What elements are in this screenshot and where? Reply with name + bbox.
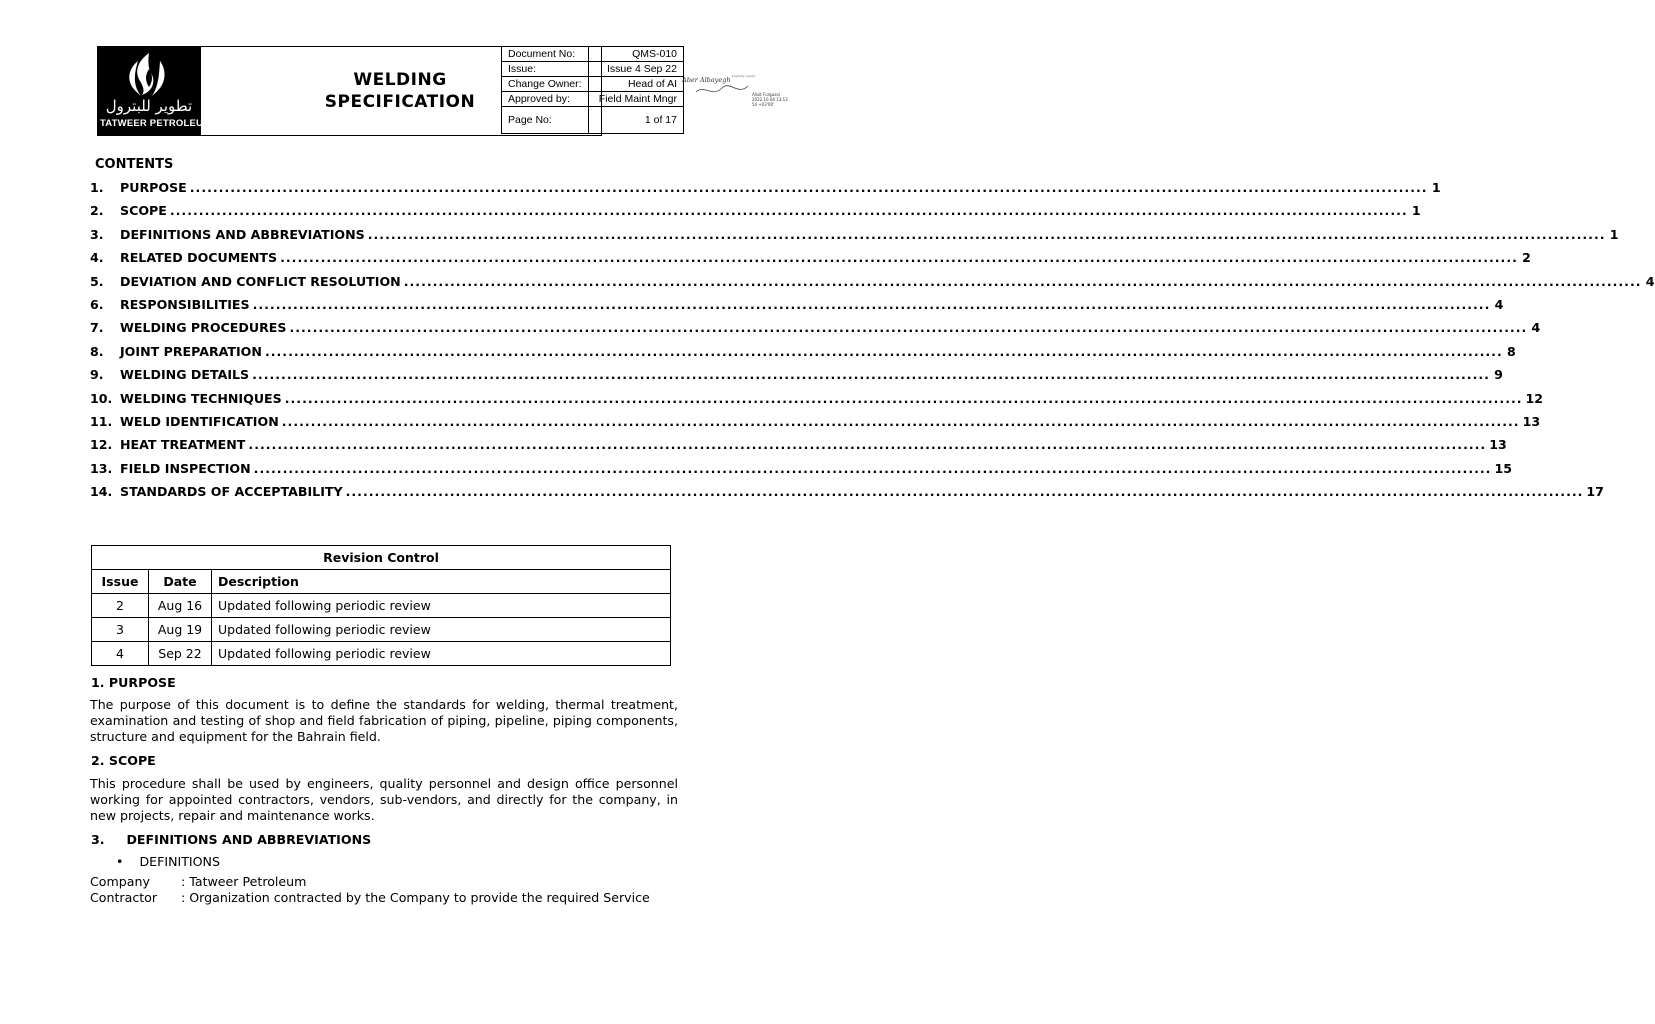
table-row [92,594,671,618]
toc-item[interactable] [90,273,1655,297]
toc-leader [262,344,1506,359]
document-meta-table [501,46,684,134]
toc-title: FIELD INSPECTION [120,460,251,476]
definition-term: Contractor [90,890,158,905]
toc-number: 3. [90,226,104,242]
toc-leader [277,250,1521,265]
toc-number: 4. [90,250,104,266]
toc-item[interactable] [90,343,1516,367]
toc-leader [167,203,1411,218]
toc-item[interactable] [90,484,1604,507]
meta-value: Field Maint Mngr [589,92,684,107]
revision-date: Aug 16 [149,594,212,618]
toc-leader [365,227,1609,242]
toc-number: 14. [90,484,113,500]
section-heading-definitions: 3. DEFINITIONS AND ABBREVIATIONS [91,832,372,847]
toc-title: HEAT TREATMENT [120,437,246,453]
section-heading-purpose: 1. PURPOSE [91,675,176,690]
revision-issue: 2 [92,594,149,618]
toc-item[interactable] [90,226,1619,250]
meta-row [502,92,684,107]
meta-label: Issue: [502,62,589,77]
meta-value: 1 of 17 [589,107,684,134]
toc-leader [279,414,1523,429]
toc-leader [282,391,1526,406]
meta-row [502,77,684,92]
contents-title: CONTENTS [95,157,174,172]
meta-value: QMS-010 [589,47,684,62]
meta-row [502,47,684,62]
toc-title: RELATED DOCUMENTS [120,250,278,266]
logo-arabic-text: تطوير للبترول [105,97,193,115]
toc-leader [251,461,1495,476]
svg-text:54 +03'00': 54 +03'00' [752,102,775,107]
meta-row [502,62,684,77]
toc-item[interactable] [90,437,1507,460]
revision-issue: 3 [92,618,149,642]
toc-page-number: 15 [1494,460,1512,476]
svg-text:2022.10.04 13:13: 2022.10.04 13:13 [752,97,788,102]
svg-text:Digitally signed: Digitally signed [732,74,756,78]
toc-number: 11. [90,413,113,429]
toc-item[interactable] [90,367,1503,390]
toc-title: WELD IDENTIFICATION [120,413,279,429]
toc-page-number: 4 [1645,273,1655,289]
signature-stamp [682,70,788,110]
revision-caption: Revision Control [92,546,671,570]
logo-company-name: TATWEER PETROLEUM [100,118,212,129]
toc-page-number: 1 [1411,203,1421,219]
definition-text: : Tatweer Petroleum [181,874,307,889]
column-header-date: Date [149,570,212,594]
toc-page-number: 2 [1522,250,1531,266]
toc-number: 8. [90,343,104,359]
toc-title: WELDING PROCEDURES [120,320,287,336]
toc-page-number: 1 [1431,180,1441,195]
meta-value: Head of AI [589,77,684,92]
toc-title: PURPOSE [120,180,187,195]
definition-item [90,890,650,906]
toc-title: WELDING DETAILS [120,367,250,383]
toc-title: SCOPE [120,203,167,219]
toc-number: 6. [90,296,104,312]
toc-item[interactable] [90,250,1531,273]
toc-number: 13. [90,460,113,476]
toc-number: 9. [90,367,104,383]
purpose-paragraph: The purpose of this document is to define the standards for welding, thermal treatment, examination and testing of shop and field fabrication of piping, pipeline, piping components, structure and equipment for the Bahrain field. [90,697,678,745]
toc-page-number: 9 [1494,367,1503,383]
title-line-2: SPECIFICATION [324,92,476,112]
toc-page-number: 1 [1609,226,1619,242]
toc-page-number: 13 [1522,413,1541,429]
svg-text:Aber Albayegh: Aber Albayegh [682,76,731,84]
table-row [92,618,671,642]
revision-description: Updated following periodic review [212,642,671,666]
toc-title: WELDING TECHNIQUES [120,390,282,406]
toc-page-number: 12 [1525,390,1544,406]
toc-number: 2. [90,203,104,219]
revision-header-row [92,570,671,594]
revision-date: Aug 19 [149,618,212,642]
toc-item[interactable] [90,390,1544,414]
column-header-issue: Issue [92,570,149,594]
toc-page-number: 4 [1531,320,1541,336]
definition-item [90,874,650,890]
toc-title: STANDARDS OF ACCEPTABILITY [120,484,343,500]
toc-leader [187,180,1431,195]
toc-leader [250,297,1494,312]
meta-value: Issue 4 Sep 22 [589,62,684,77]
toc-leader [245,437,1489,452]
toc-title: RESPONSIBILITIES [120,296,250,312]
meta-row [502,107,684,134]
definitions-bullet-text: DEFINITIONS [139,854,220,869]
toc-number: 10. [90,390,113,406]
toc-leader [401,274,1645,289]
meta-label: Change Owner: [502,77,589,92]
toc-leader [286,320,1530,335]
toc-item[interactable] [90,203,1421,226]
toc-title: JOINT PREPARATION [120,343,262,359]
section-heading-scope: 2. SCOPE [91,753,156,768]
revision-control-table [91,545,671,666]
definitions-bullet: • DEFINITIONS [116,854,220,869]
toc-title: DEFINITIONS AND ABBREVIATIONS [120,226,365,242]
definition-term: Company [90,874,150,889]
revision-description: Updated following periodic review [212,618,671,642]
document-header [97,46,685,136]
toc-page-number: 13 [1489,437,1507,453]
toc-number: 12. [90,437,113,453]
table-row [92,642,671,666]
title-line-1: WELDING [353,70,447,90]
definition-text: : Organization contracted by the Company to provide the required Service [181,890,650,905]
column-header-description: Description [212,570,671,594]
company-logo [97,46,212,136]
svg-text:Alisit Furgusoi: Alisit Furgusoi [752,92,780,97]
toc-item[interactable] [90,320,1541,343]
meta-label: Approved by: [502,92,589,107]
toc-title: DEVIATION AND CONFLICT RESOLUTION [120,273,401,289]
toc-number: 5. [90,273,104,289]
scope-paragraph: This procedure shall be used by engineers, quality personnel and design office personnel working for appointed contractors, vendors, sub-vendors, and directly for the company, in new projects, repair and maintenance works. [90,776,678,824]
revision-caption-row [92,546,671,570]
toc-number: 7. [90,320,104,336]
definitions-list [90,874,650,906]
revision-description: Updated following periodic review [212,594,671,618]
revision-issue: 4 [92,642,149,666]
toc-page-number: 4 [1494,296,1504,312]
meta-label: Page No: [502,107,589,134]
table-of-contents [90,180,1655,507]
toc-item[interactable] [90,460,1512,484]
toc-leader [343,484,1587,499]
revision-date: Sep 22 [149,642,212,666]
toc-number: 1. [90,180,104,195]
toc-leader [249,367,1493,382]
toc-page-number: 17 [1586,484,1604,500]
toc-item[interactable] [90,296,1504,320]
toc-page-number: 8 [1506,343,1516,359]
meta-label: Document No: [502,47,589,62]
toc-item[interactable] [90,413,1541,437]
toc-item[interactable] [90,180,1441,203]
